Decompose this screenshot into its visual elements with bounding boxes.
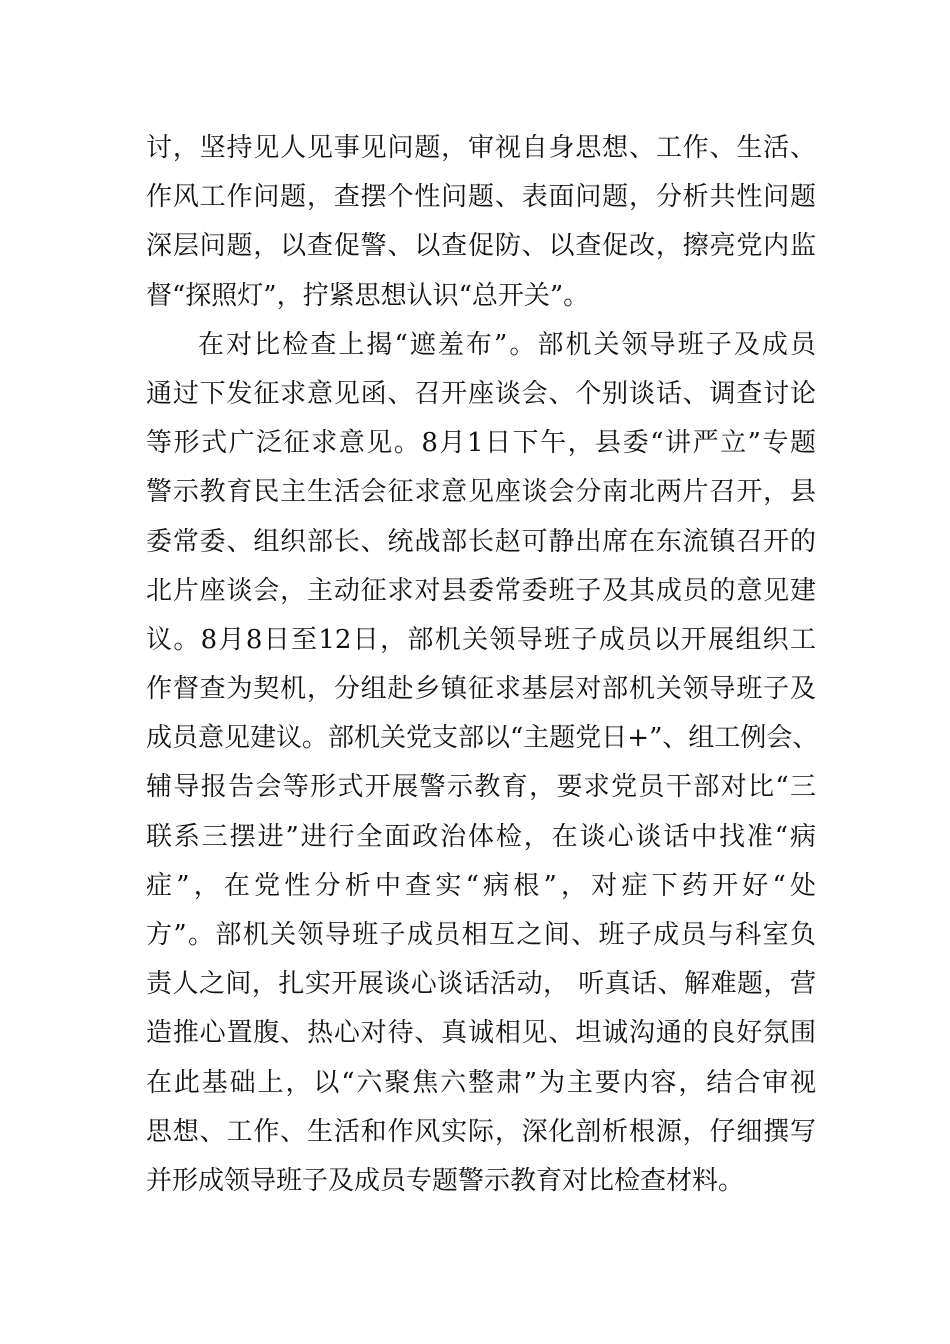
text-line: 责人之间，扎实开展谈心谈话活动， 听真话、解难题，营 (146, 969, 816, 1000)
text-line: 作风工作问题，查摆个性问题、表面问题，分析共性问题 (146, 182, 816, 213)
text-line: 督“探照灯”，拧紧思想认识“总开关”。 (146, 280, 590, 311)
text-line: 方”。部机关领导班子成员相互之间、班子成员与科室负 (146, 920, 816, 950)
document-body (146, 124, 819, 1206)
paragraph-1 (146, 124, 816, 321)
text-line: 北片座谈会，主动征求对县委常委班子及其成员的意见建 (146, 575, 816, 606)
text-line: 通过下发征求意见函、召开座谈会、个别谈话、调查讨论 (146, 378, 816, 409)
text-line: 议。8月8日至12日，部机关领导班子成员以开展组织工 (146, 624, 816, 655)
text-line: 并形成领导班子及成员专题警示教育对比检查材料。 (146, 1165, 745, 1196)
text-line: 在对比检查上揭“遮羞布”。部机关领导班子及成员 (198, 329, 816, 360)
text-line: 联系三摆进”进行全面政治体检，在谈心谈话中找准“病 (146, 821, 816, 852)
text-line: 等形式广泛征求意见。8月1日下午，县委“讲严立”专题 (146, 428, 816, 459)
text-line: 在此基础上，以“六聚焦六整肃”为主要内容，结合审视 (146, 1067, 816, 1098)
text-line: 讨，坚持见人见事见问题，审视自身思想、工作、生活、 (146, 133, 816, 163)
text-line: 委常委、组织部长、统战部长赵可静出席在东流镇召开的 (146, 526, 816, 557)
text-line: 症”，在党性分析中查实“病根”，对症下药开好“处 (146, 870, 816, 901)
text-line: 造推心置腹、热心对待、真诚相见、坦诚沟通的良好氛围 (146, 1018, 816, 1049)
paragraph-2 (146, 321, 819, 1206)
text-line: 思想、工作、生活和作风实际，深化剖析根源，仔细撰写 (146, 1116, 816, 1147)
text-line: 辅导报告会等形式开展警示教育，要求党员干部对比“三 (146, 772, 816, 803)
text-line: 作督查为契机，分组赴乡镇征求基层对部机关领导班子及 (146, 674, 816, 705)
text-line: 深层问题，以查促警、以查促防、以查促改，擦亮党内监 (146, 231, 816, 262)
text-line: 警示教育民主生活会征求意见座谈会分南北两片召开，县 (146, 477, 816, 508)
text-line: 成员意见建议。部机关党支部以“主题党日+”、组工例会、 (146, 723, 819, 754)
